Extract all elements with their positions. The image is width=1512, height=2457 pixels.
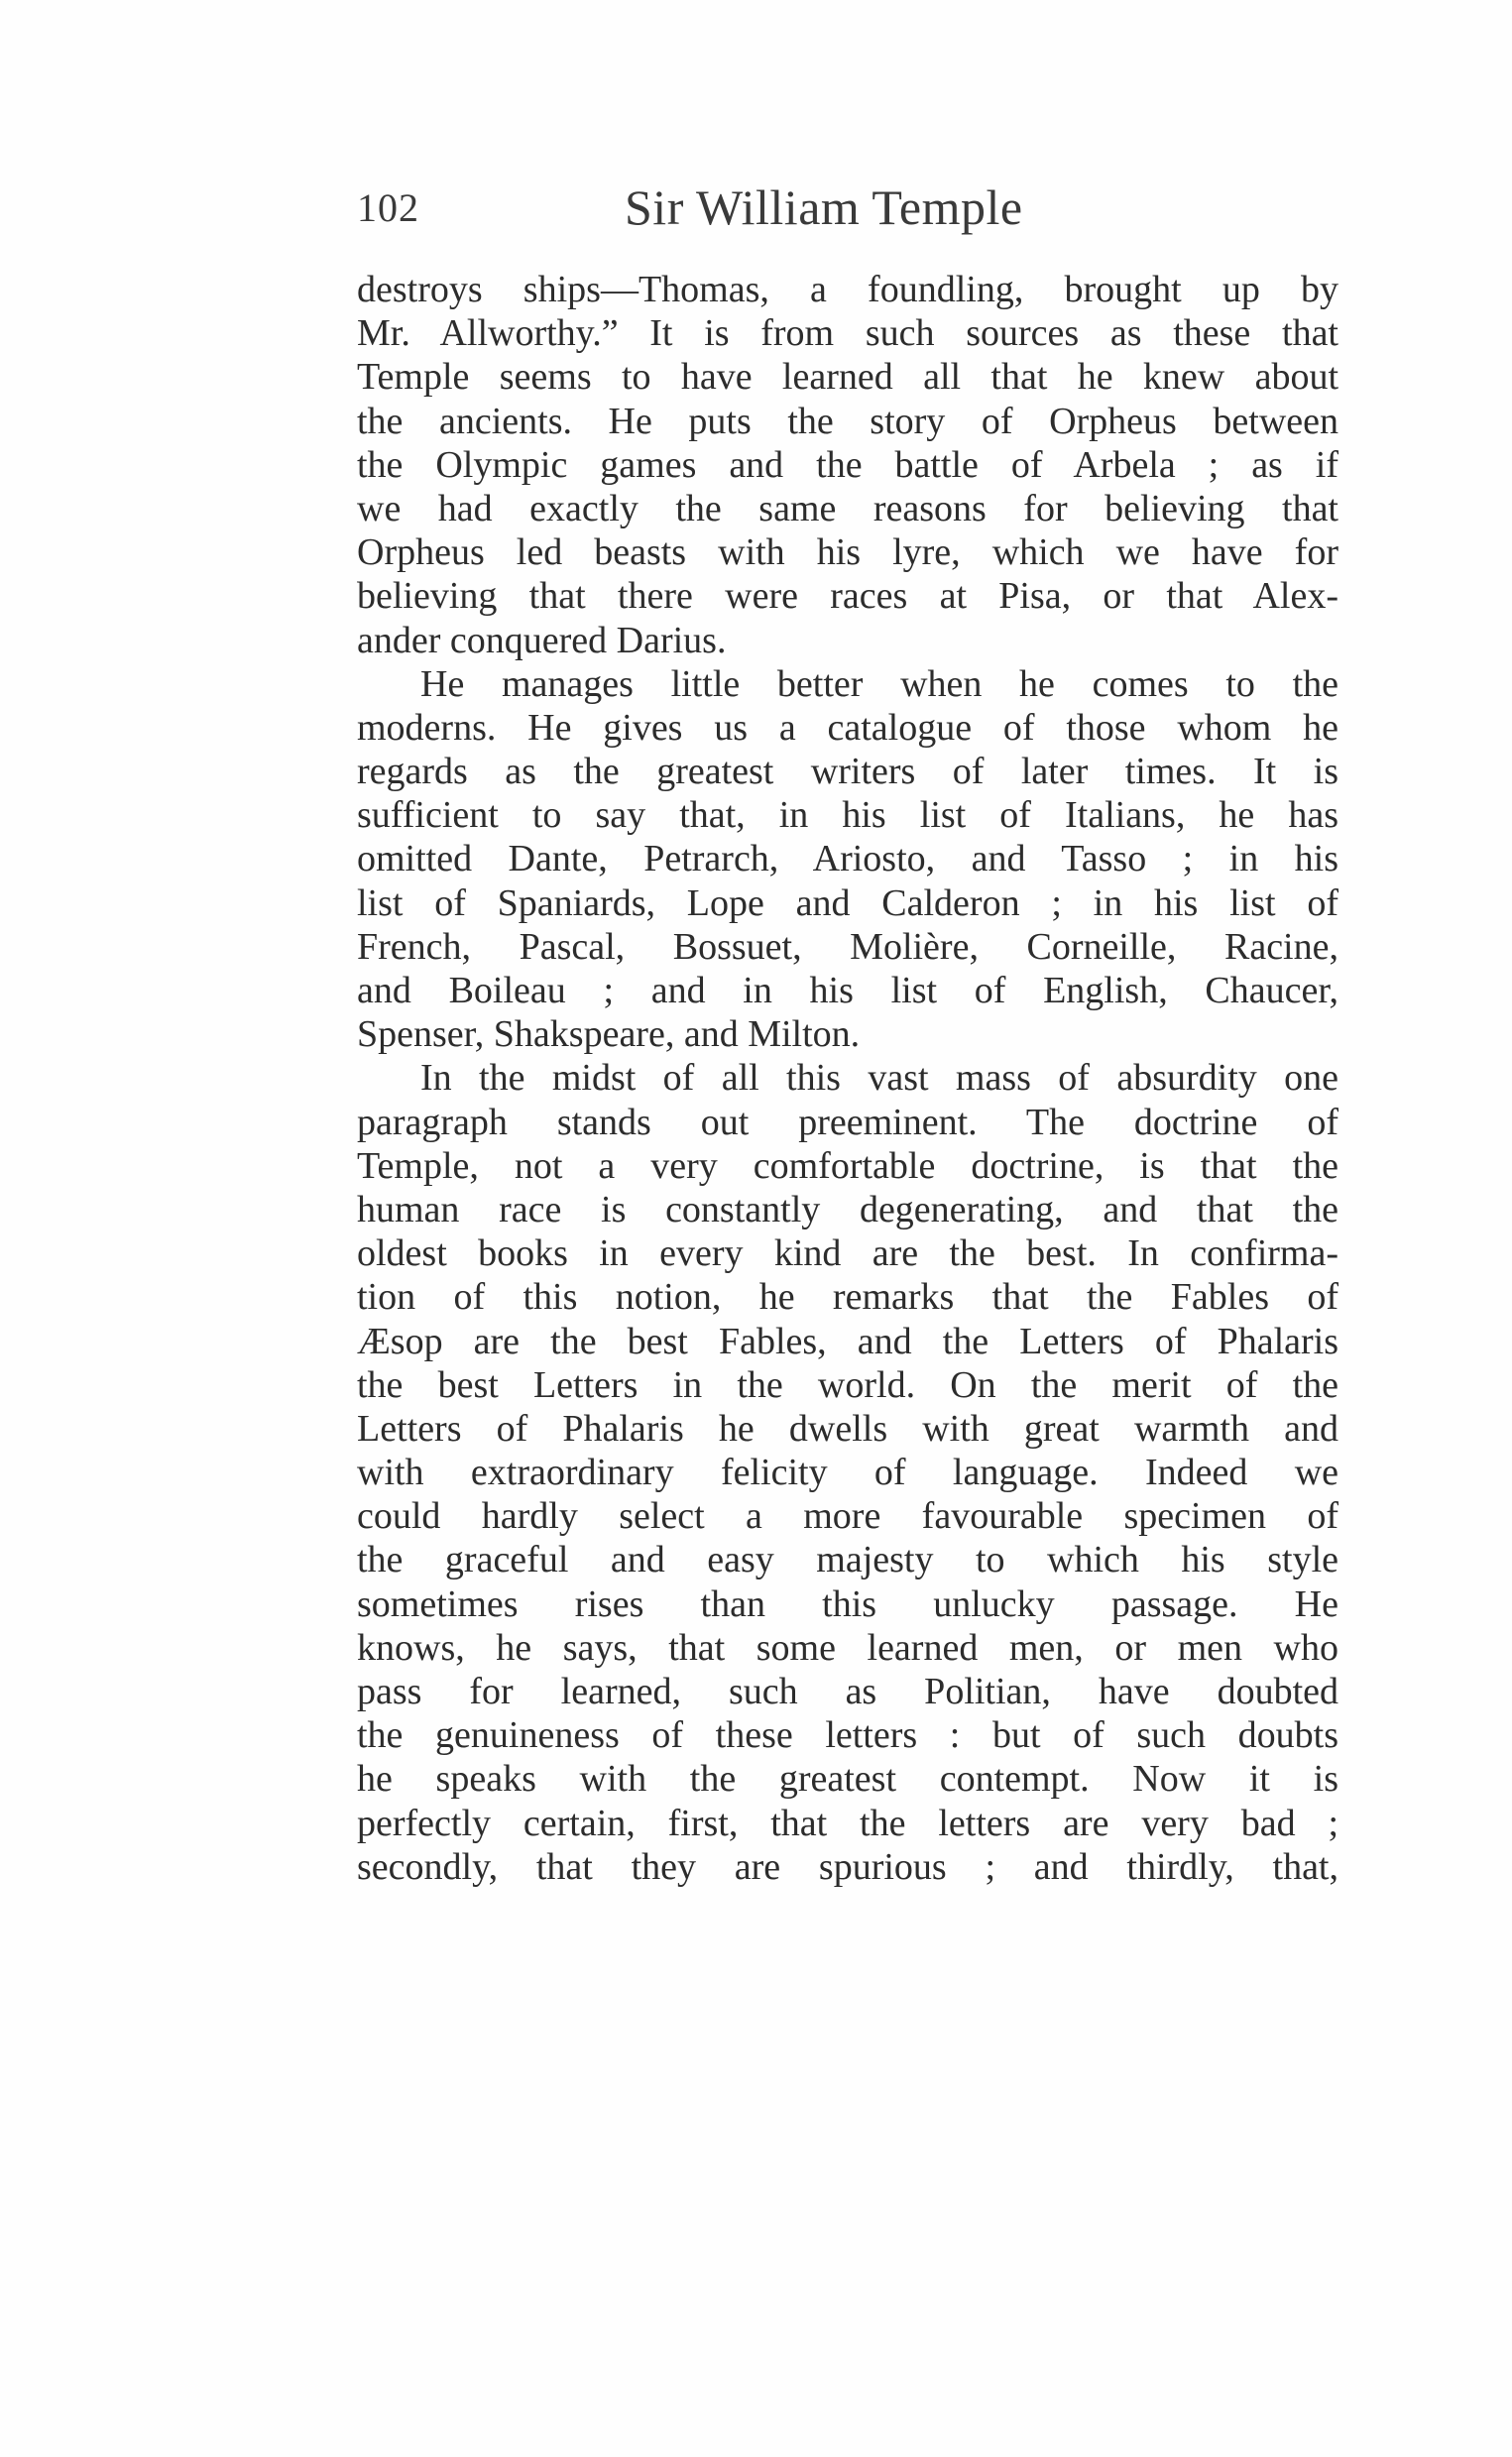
text-line: French, Pascal, Bossuet, Molière, Corneille, Racine, (357, 925, 1338, 968)
text-line: with extraordinary felicity of language. Indeed we (357, 1452, 1338, 1494)
text-line: In the midst of all this vast mass of absurdity one (420, 1057, 1338, 1100)
paragraph-3 (357, 1056, 1338, 1889)
text-line: sufficient to say that, in his list of Italians, he has (357, 794, 1338, 837)
text-line: human race is constantly degenerating, and that the (357, 1188, 1338, 1230)
text-line: regards as the greatest writers of later times. It is (357, 751, 1338, 793)
text-line: Spenser, Shakspeare, and Milton. (357, 1013, 861, 1056)
text-line: the best Letters in the world. On the merit of the (357, 1363, 1338, 1406)
text-line: Orpheus led beasts with his lyre, which we have for (357, 531, 1338, 574)
text-line: perfectly certain, first, that the letters are very bad ; (357, 1802, 1338, 1844)
text-line: moderns. He gives us a catalogue of those whom he (357, 706, 1338, 749)
text-line: ander conquered Darius. (357, 619, 727, 661)
text-line: the genuineness of these letters : but of such doubts (357, 1714, 1338, 1757)
text-line: oldest books in every kind are the best. In confirma- (357, 1232, 1338, 1275)
text-line: the Olympic games and the battle of Arbela ; as if (357, 443, 1338, 486)
text-line: Æsop are the best Fables, and the Letters of Phalaris (357, 1320, 1338, 1362)
text-line: we had exactly the same reasons for believing that (357, 487, 1338, 529)
text-line: pass for learned, such as Politian, have doubted (357, 1671, 1338, 1712)
running-head (357, 178, 1338, 248)
text-line: secondly, that they are spurious ; and thirdly, that, (357, 1845, 1338, 1888)
text-line: the ancients. He puts the story of Orpheus between (357, 400, 1338, 442)
text-line: sometimes rises than this unlucky passage. He (357, 1582, 1338, 1625)
page-number: 102 (357, 185, 419, 230)
text-line: Temple seems to have learned all that he knew about (357, 356, 1338, 399)
paragraph-2 (357, 662, 1338, 1057)
running-title: Sir William Temple (625, 179, 1023, 235)
text-line: Mr. Allworthy.” It is from such sources as these that (357, 312, 1338, 355)
text-line: and Boileau ; and in his list of English, Chaucer, (357, 970, 1338, 1011)
text-line: He manages little better when he comes to the (420, 662, 1338, 705)
text-line: believing that there were races at Pisa, or that Alex- (357, 575, 1338, 618)
text-line: the graceful and easy majesty to which his style (357, 1539, 1338, 1581)
text-line: could hardly select a more favourable specimen of (357, 1495, 1338, 1538)
text-line: list of Spaniards, Lope and Calderon ; in his list of (357, 881, 1338, 924)
text-line: Letters of Phalaris he dwells with great warmth and (357, 1407, 1338, 1450)
text-line: destroys ships—Thomas, a foundling, brought up by (357, 269, 1338, 310)
text-line: tion of this notion, he remarks that the Fables of (357, 1276, 1338, 1319)
body-text (357, 268, 1338, 1889)
text-line: omitted Dante, Petrarch, Ariosto, and Tasso ; in his (357, 838, 1338, 880)
text-line: paragraph stands out preeminent. The doctrine of (357, 1101, 1338, 1143)
text-line: knows, he says, that some learned men, or men who (357, 1626, 1338, 1669)
text-line: he speaks with the greatest contempt. Now it is (357, 1758, 1338, 1801)
text-line: Temple, not a very comfortable doctrine, is that the (357, 1144, 1338, 1187)
paragraph-1 (357, 268, 1338, 662)
